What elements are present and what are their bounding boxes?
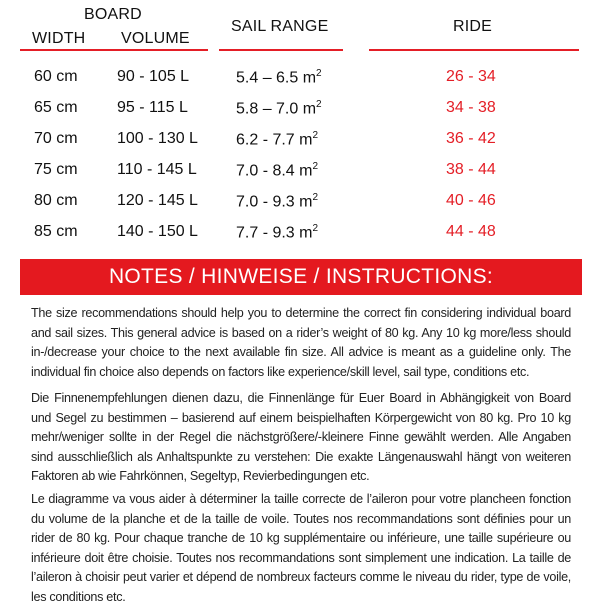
cell-ride: 36 - 42 <box>446 130 496 147</box>
header-underline-sail <box>219 49 343 51</box>
cell-volume: 100 - 130 L <box>117 130 198 147</box>
sail-value: 7.7 - 9.3 m <box>236 224 313 242</box>
notes-banner: NOTES / HINWEISE / INSTRUCTIONS: <box>20 259 582 295</box>
cell-ride: 34 - 38 <box>446 99 496 116</box>
table-row <box>0 161 600 192</box>
header-width: WIDTH <box>32 30 86 47</box>
table-row <box>0 68 600 99</box>
sail-unit-exponent: 2 <box>316 99 322 110</box>
cell-ride: 38 - 44 <box>446 161 496 178</box>
header-underline-board <box>20 49 208 51</box>
table-row <box>0 223 600 254</box>
cell-width: 80 cm <box>34 192 78 209</box>
header-sail-range: SAIL RANGE <box>231 18 329 35</box>
table-row <box>0 130 600 161</box>
notes-paragraph-german: Die Finnenempfehlungen dienen dazu, die Finnenlänge für Euer Board in Abhängigkeit von Board und Segel zu bestimmen – basierend auf einem beispielhaften Körpergewicht von 80 kg. Pro 10 kg mehr/weniger sollte in der Regel die nächstgrößere/-kleinere Finne gewählt werden. Alle Angaben sind ausschließlich als Anhaltspunkte zu verstehen: Die exakte Längenauswahl hängt von weiteren Faktoren ab wie Fahrkönnen, Segeltyp, Revierbedingungen etc. <box>31 391 571 484</box>
table-row <box>0 192 600 223</box>
sail-unit-exponent: 2 <box>312 192 319 203</box>
cell-volume: 95 - 115 L <box>117 99 188 116</box>
cell-sail-range <box>236 192 318 211</box>
sail-value: 7.0 - 9.3 m <box>236 193 313 211</box>
cell-width: 85 cm <box>34 223 78 240</box>
sail-unit-exponent: 2 <box>312 161 319 172</box>
sail-unit-exponent: 2 <box>312 130 319 141</box>
cell-volume: 90 - 105 L <box>117 68 190 85</box>
sail-value: 7.0 - 8.4 m <box>236 162 313 180</box>
cell-width: 60 cm <box>34 68 78 85</box>
header-ride: RIDE <box>453 18 493 35</box>
sail-value: 6.2 - 7.7 m <box>236 131 313 149</box>
cell-volume: 110 - 145 L <box>117 161 197 178</box>
header-underline-ride <box>369 49 579 51</box>
cell-volume: 120 - 145 L <box>117 192 198 209</box>
cell-sail-range <box>236 161 318 180</box>
sail-unit-exponent: 2 <box>312 223 319 234</box>
notes-paragraph-french: Le diagramme va vous aider à déterminer la taille correcte de l’aileron pour votre plancheen fonction du volume de la planche et de la taille de voile. Toutes nos recommandations sont définies pour un rider de 80 kg. Pour chaque tranche de 10 kg supplémentaire ou inférieure, une taille supérieure ou inférieure doit être choisie. Toutes nos recommandations sont simplement une indication. La taille de l’aileron à choisir peut varier et dépend de nombreux facteurs comme le niveau du rider, type de voile, les conditions etc. <box>31 492 571 604</box>
cell-sail-range <box>236 130 318 149</box>
cell-width: 70 cm <box>34 130 78 147</box>
header-board: BOARD <box>84 6 142 23</box>
table-row <box>0 99 600 130</box>
cell-ride: 40 - 46 <box>446 192 496 209</box>
cell-volume: 140 - 150 L <box>117 223 198 240</box>
header-volume: VOLUME <box>121 30 190 47</box>
sail-value: 5.8 – 7.0 m <box>236 100 317 118</box>
sail-unit-exponent: 2 <box>316 68 322 79</box>
cell-ride: 26 - 34 <box>446 68 496 85</box>
cell-width: 75 cm <box>34 161 78 178</box>
sail-value: 5.4 – 6.5 m <box>236 69 317 87</box>
cell-ride: 44 - 48 <box>446 223 496 240</box>
cell-sail-range <box>236 223 318 242</box>
cell-sail-range <box>236 68 322 87</box>
cell-width: 65 cm <box>34 99 78 116</box>
notes-paragraph-english: The size recommendations should help you to determine the correct fin considering individual board and sail sizes. This general advice is based on a rider’s weight of 80 kg. Any 10 kg more/less should in-/decrease your choice to the next available fin size. All advice is meant as a guideline only. The individual fin choice also depends on factors like experience/skill level, sail type, conditions etc. <box>31 306 571 379</box>
cell-sail-range <box>236 99 322 118</box>
